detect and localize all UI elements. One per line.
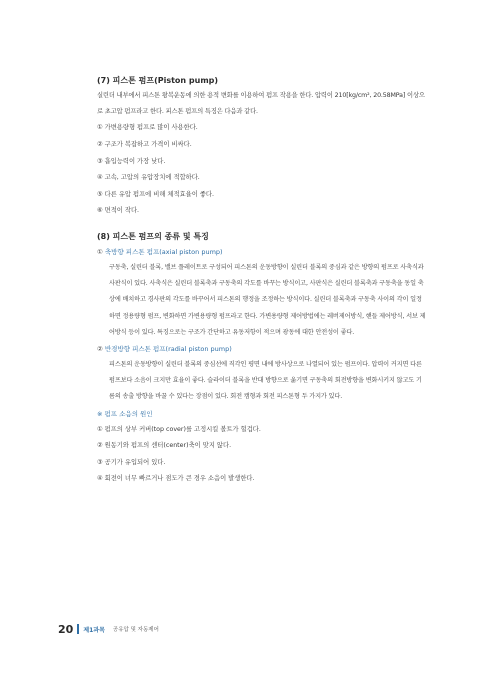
page-footer bbox=[58, 622, 159, 636]
noise-cause-item: ④ 회전이 너무 빠르거나 점도가 큰 경우 소음이 발생한다. bbox=[97, 475, 255, 483]
radial-pump-body: 피스톤의 운동방향이 실린더 블록의 중심선에 직각인 평면 내에 방사상으로 나열되어 있는 펌프이다. 압력이 커지면 다른 펌프보다 소음이 크지만 효율이 좋다. 슬라이더 블록을 반대 방향으로 옮기면 구동축의 회전방향을 변화시키지 않고도 기름의 송출 방향을 바꿀 수 있다는 장점이 있다. 회전 캠형과 회전 피스톤형 두 가지가 있다. bbox=[109, 361, 422, 401]
section-7-features bbox=[97, 120, 427, 220]
subject-label: 공유압 및 자동제어 bbox=[112, 627, 159, 633]
feature-item: ④ 고속, 고압의 유압장치에 적합하다. bbox=[97, 174, 200, 182]
feature-item: ③ 흡입능력이 가장 낮다. bbox=[97, 157, 166, 165]
radial-pump-number: ② bbox=[97, 345, 103, 354]
section-7-body: 실린더 내부에서 피스톤 왕복운동에 의한 용적 변화를 이용하여 펌프 작용을 한다. 압력이 210[kg/cm², 20.58MPa] 이상으로 초고압 펌프라고 한다. 피스톤 펌프의 특징은 다음과 같다. bbox=[97, 92, 425, 116]
axial-pump-number: ① bbox=[97, 248, 103, 256]
noise-cause-title: ※ 펌프 소음의 원인 bbox=[97, 409, 153, 418]
feature-item: ⑥ 면적이 작다. bbox=[97, 207, 140, 215]
noise-cause-list bbox=[97, 422, 427, 488]
footer-divider bbox=[77, 624, 79, 634]
feature-item: ① 가변용량형 펌프로 많이 사용한다. bbox=[97, 124, 198, 132]
axial-pump-title bbox=[97, 244, 427, 260]
chapter-label: 제1과목 bbox=[83, 626, 105, 634]
radial-pump-title bbox=[97, 341, 427, 357]
radial-pump-title-text: 반경방향 피스톤 펌프(radial piston pump) bbox=[104, 345, 232, 354]
noise-cause-item: ③ 공기가 유입되어 있다. bbox=[97, 458, 166, 466]
feature-item: ② 구조가 복잡하고 가격이 비싸다. bbox=[97, 141, 192, 148]
section-8-heading: (8) 피스톤 펌프의 종류 및 특징 bbox=[97, 232, 209, 241]
axial-pump-title-text: 축방향 피스톤 펌프(axial piston pump) bbox=[104, 248, 223, 256]
section-8 bbox=[97, 231, 427, 488]
axial-pump-body: 구동축, 실린더 블록, 밸브 플레이트로 구성되어 피스톤의 운동방향이 실린더 블록의 중심과 같은 방향의 펌프로 사축식과 사판식이 있다. 사축식은 실린더 블록축과 구동축의 각도를 바꾸는 방식이고, 사판식은 실린더 블록축과 구동축을 동일 축상에 배치하고 경사판의 각도를 바꾸어서 피스톤의 행정을 조정하는 방식이다. 실린더 블록축과 구동축 사이의 각이 일정하면 정용량형 펌프, 변화하면 가변용량형 펌프라고 한다. 가변용량형 제어방법에는 레버제어방식, 핸들 제어방식, 서보 제어방식 등이 있다. 특징으로는 구조가 간단하고 유동저항이 적으며 광동에 대한 안전성이 좋다. bbox=[109, 264, 426, 336]
noise-cause-item: ① 펌프의 상부 커버(top cover)를 고정시킬 볼트가 헐겁다. bbox=[97, 425, 261, 433]
feature-item: ⑤ 다른 유압 펌프에 비해 체적효율이 좋다. bbox=[97, 190, 214, 198]
section-7-heading: (7) 피스톤 펌프(Piston pump) bbox=[97, 76, 219, 85]
section-7 bbox=[97, 75, 427, 220]
noise-cause-item: ② 원동기와 펌프의 센터(center)축이 맞지 않다. bbox=[97, 442, 232, 450]
page-number: 20 bbox=[58, 622, 74, 636]
